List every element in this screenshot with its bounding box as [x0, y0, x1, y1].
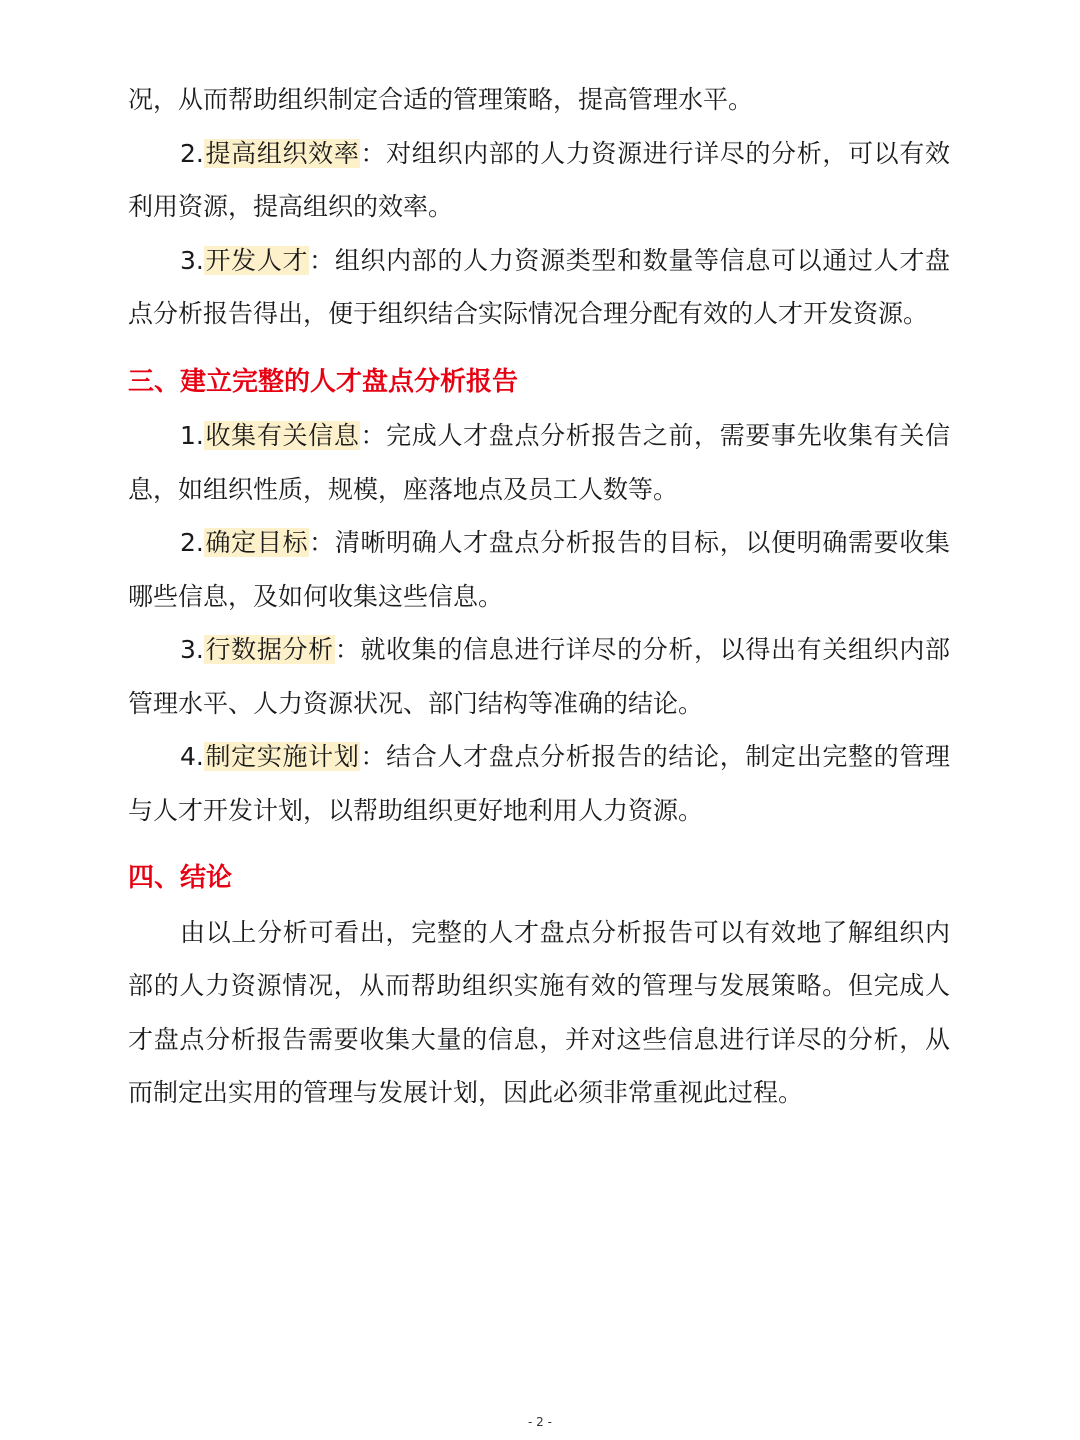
spacer — [128, 837, 950, 852]
highlighted-term: 开发人才 — [204, 245, 309, 275]
item-text: ：就收集的信息进行详尽的分析，以得出有关组织内部管理水平、人力资源状况、部门结构等准确的结论。 — [128, 635, 950, 718]
item-number: 1. — [180, 421, 204, 450]
list-item-improve-efficiency — [128, 127, 950, 234]
section-heading-3: 三、建立完整的人才盘点分析报告 — [128, 366, 519, 397]
highlighted-term: 确定目标 — [204, 528, 309, 557]
list-item-set-goals — [128, 516, 950, 623]
item-text: ：完成人才盘点分析报告之前，需要事先收集有关信息，如组织性质，规模，座落地点及员工人数等。 — [128, 421, 950, 504]
page-number: - 2 - — [528, 1415, 552, 1429]
item-number: 4. — [180, 742, 204, 771]
item-text: ：组织内部的人力资源类型和数量等信息可以通过人才盘点分析报告得出，便于组织结合实际情况合理分配有效的人才开发资源。 — [128, 245, 950, 328]
highlighted-term: 收集有关信息 — [204, 421, 360, 450]
highlighted-term: 制定实施计划 — [204, 742, 360, 771]
paragraph-conclusion: 由以上分析可看出，完整的人才盘点分析报告可以有效地了解组织内部的人力资源情况，从而帮助组织实施有效的管理与发展策略。但完成人才盘点分析报告需要收集大量的信息，并对这些信息进行详尽的分析，从而制定出实用的管理与发展计划，因此必须非常重视此过程。 — [128, 917, 950, 1107]
list-item-implementation-plan — [128, 730, 950, 837]
item-number: 2. — [180, 138, 204, 168]
list-item-collect-info — [128, 409, 950, 516]
document-body — [128, 73, 950, 1120]
highlighted-term: 提高组织效率 — [204, 138, 360, 168]
item-text: ：结合人才盘点分析报告的结论，制定出完整的管理与人才开发计划，以帮助组织更好地利用人力资源。 — [128, 742, 950, 825]
item-text: ：清晰明确人才盘点分析报告的目标，以便明确需要收集哪些信息，及如何收集这些信息。 — [128, 528, 950, 611]
spacer — [128, 341, 950, 356]
section-heading-4: 四、结论 — [128, 863, 233, 893]
highlighted-term: 行数据分析 — [204, 635, 334, 664]
item-number: 2. — [180, 528, 204, 557]
list-item-data-analysis — [128, 623, 950, 730]
item-number: 3. — [180, 245, 204, 275]
item-number: 3. — [180, 635, 204, 664]
item-text: ：对组织内部的人力资源进行详尽的分析，可以有效利用资源，提高组织的效率。 — [128, 138, 950, 221]
list-item-develop-talent — [128, 234, 950, 341]
paragraph-intro-continuation: 况，从而帮助组织制定合适的管理策略，提高管理水平。 — [128, 85, 754, 114]
